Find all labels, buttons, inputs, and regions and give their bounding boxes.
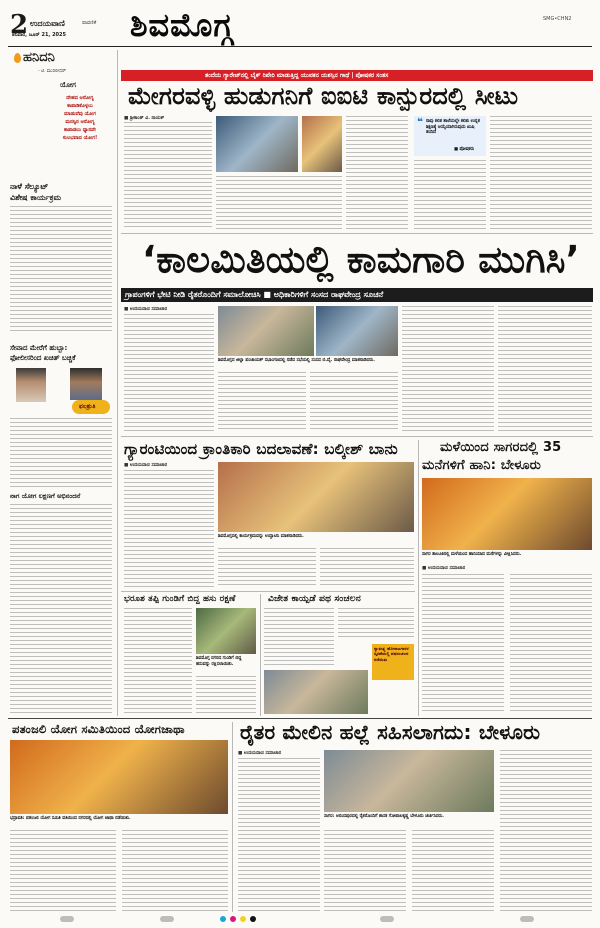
it-seat-quote-box	[414, 116, 486, 156]
patanjali-body	[10, 830, 116, 912]
guarantee-headline: ಗ್ಯಾರಂಟಿಯಿಂದ ಕ್ರಾಂತಿಕಾರಿ ಬದಲಾವಣೆ: ಬಲ್ಕೀಶ್ ಬಾನು	[124, 440, 398, 458]
cow-rescue-photo	[196, 608, 256, 654]
poem-line: ಕಾಪಾಡಲು ಧ್ಯಾನವೇ	[63, 127, 97, 133]
honey-drop-icon	[14, 53, 21, 63]
kaalamiti-body	[402, 306, 494, 432]
poem-line: ಮಾಡುವೆವು ಯೋಗ	[64, 111, 96, 117]
raitha-body	[500, 750, 592, 912]
it-seat-quote-source: ■ ಪೋಷಕರು	[454, 147, 475, 152]
honey-brand: ಹನಿದನಿ	[23, 50, 55, 65]
quote-mark-icon: ❝	[417, 117, 423, 128]
malemane-byline: ■ ಉದಯವಾಣಿ ಸಮಾಚಾರ	[422, 566, 466, 571]
honey-section: ಯೋಗ	[60, 81, 76, 89]
result-badge-text: ಫಲಶ್ರುತಿ	[79, 403, 96, 410]
family-photo	[302, 116, 342, 172]
celebrate-title: ನಾಳೆ ಸೆಲ್ಯೂಟ್	[10, 182, 49, 191]
city-title: ಶಿವಮೊಗ್ಗ	[130, 6, 234, 44]
meeting-photo	[316, 306, 398, 356]
page-number: 2	[10, 10, 29, 40]
kaalamiti-body	[218, 372, 306, 432]
guarantee-body	[218, 548, 316, 588]
it-seat-body	[124, 122, 212, 230]
sevadal-title: ಸೇವಾದ ಮೇರೆಗೆ ಹುಬ್ಬಾ:	[10, 344, 68, 352]
house-damage-photo	[422, 478, 592, 550]
yoga-congrats-title: ನಾಗ ಯೋಗ ಲಕ್ಷಣಗೆ ಅಭಿನಂದನೆ	[10, 492, 81, 500]
yoga-rally-photo	[10, 740, 228, 814]
phasu-body	[196, 676, 256, 714]
raitha-byline: ■ ಉದಯವಾಣಿ ಸಮಾಚಾರ	[238, 751, 282, 756]
patanjali-headline: ಪತಂಜಲಿ ಯೋಗ ಸಮಿತಿಯಿಂದ ಯೋಗಜಾಥಾ	[12, 722, 185, 736]
honey-box	[10, 48, 112, 176]
kaalamiti-headline: ‘ಕಾಲಮಿತಿಯಲ್ಲಿ ಕಾಮಗಾರಿ ಮುಗಿಸಿ’	[142, 238, 580, 281]
raitha-headline: ರೈತರ ಮೇಲಿನ ಹಲ್ಲೆ ಸಹಿಸಲಾಗದು: ಬೇಳೂರು	[240, 720, 541, 744]
kaalamiti-byline: ■ ಉದಯವಾಣಿ ಸಮಾಚಾರ	[124, 307, 168, 312]
magenta-dot-icon	[230, 916, 236, 922]
patanjali-body	[122, 830, 228, 912]
it-seat-kicker: ತಂದೆಯ ಗ್ಯಾರೇಜ್‌ನಲ್ಲಿ ಬೈಕ್ ರಿಪೇರಿ ಮಾಡುತ್ತಿದ್ದ ಯುವಕನ ಯಶಸ್ಸಿನ ಗಾಥೆ | ಪೋಷಕರ ಸಂತಸ	[205, 72, 389, 79]
malemane-caption: ಸಾಗರ ತಾಲೂಕಿನಲ್ಲಿ ಮಳೆಯಿಂದ ಹಾನಿಯಾದ ಮನೆಗಳನ್ನು ವೀಕ್ಷಿಸಿದರು.	[422, 552, 522, 557]
poem-line: ದೇಹದ ಆರೋಗ್ಯ	[66, 95, 94, 101]
result-badge	[72, 400, 110, 414]
raitha-body	[324, 830, 406, 912]
it-seat-kicker-bar	[121, 70, 593, 81]
raitha-body	[412, 830, 494, 912]
yoga-congrats-story	[10, 492, 114, 716]
vijetha-headline: ವಿಜೇತ ಕಾಯ್ಪಡೆ ಪಥ ಸಂಚಲನ	[268, 594, 361, 604]
meeting-photo	[218, 306, 314, 356]
celebrate-story	[10, 182, 114, 342]
malemane-body	[422, 574, 504, 714]
patanjali-caption: ಭದ್ರಾವತಿ: ಪತಂಜಲಿ ಯೋಗ ಸಮಿತಿ ವತಿಯಿಂದ ನಗರದಲ್ಲಿ ಯೋಗ ಜಾಥಾ ನಡೆಯಿತು.	[10, 816, 131, 821]
phasu-caption: ಶಿವಮೊಗ್ಗ ನಗರದ ಗುಂಡಿಗೆ ಬಿದ್ದ ಹಸುವನ್ನು ರಕ್ಷಿಸಲಾಯಿತು.	[196, 656, 242, 667]
poem-line: ಸುಲಭವಾದ ಯೋಗ!	[62, 135, 98, 141]
phasu-headline: ಭರೂಶ ತಪ್ಪಿ ಗುಂಡಿಗೆ ಬಿದ್ದ ಹಸು ರಕ್ಷಣೆ	[124, 594, 236, 604]
march-photo	[264, 670, 368, 714]
registration-mark-icon	[60, 916, 74, 922]
poem-line: ಮನಸ್ಸಿನ ಆರೋಗ್ಯ	[65, 119, 95, 125]
kaalamiti-subhead: ಗ್ರಾಪಂಗಳಿಗೆ ಭೇಟಿ ನೀಡಿ ರೈತರೊಂದಿಗೆ ಸಮಾಲೋಚಿಸಿ ■ ಅಧಿಕಾರಿಗಳಿಗೆ ಸಂಸದ ರಾಘವೇಂದ್ರ ಸೂಚನೆ	[125, 290, 384, 299]
it-seat-headline: ಮೇಗರವಳ್ಳಿ ಹುಡುಗನಿಗೆ ಐಐಟಿ ಕಾನ್ಪುರದಲ್ಲಿ ಸೀಟು	[128, 82, 519, 110]
it-seat-body	[490, 116, 592, 230]
edition-tag: ಪಾವಣಿಕೆ	[82, 20, 97, 26]
vijetha-box	[372, 644, 414, 680]
poem-line: ಕಾಪಾಡಿಕೊಳ್ಳಲು	[67, 103, 93, 109]
honey-author: - ಟಿ. ಮುರಲೀಧರ್	[38, 69, 66, 74]
cyan-dot-icon	[220, 916, 226, 922]
paper-name: ಉದಯವಾಣಿ	[30, 19, 65, 28]
black-dot-icon	[250, 916, 256, 922]
guarantee-photo	[218, 462, 414, 532]
vijetha-body	[264, 608, 334, 666]
print-code: SMG•CHN2	[543, 16, 572, 22]
guarantee-caption: ಶಿವಮೊಗ್ಗದಲ್ಲಿ ಕಾರ್ಯಕ್ರಮವನ್ನು ಉದ್ಘಾಟಿಸಿ ಮಾತನಾಡಿದರು.	[218, 534, 304, 539]
celebrate-body	[10, 206, 112, 334]
portrait-photo	[16, 368, 46, 402]
celebrate-subtitle: ವಿಶೇಷ ಕಾರ್ಯಕ್ರಮ	[10, 193, 62, 202]
honey-logo	[14, 50, 114, 68]
yellow-dot-icon	[240, 916, 246, 922]
guarantee-body	[124, 470, 214, 588]
honey-poem	[48, 94, 112, 142]
sevadal-story	[10, 344, 114, 490]
kaalamiti-caption: ಶಿವಮೊಗ್ಗದ ಜಿಲ್ಲಾ ಪಂಚಾಯತ್ ಸಭಾಂಗಣದಲ್ಲಿ ನಡೆದ ಸಭೆಯಲ್ಲಿ ಸಂಸದ ಬಿ.ವೈ. ರಾಘವೇಂದ್ರ ಮಾತನಾಡಿದರು.	[218, 358, 375, 363]
sevadal-body	[10, 418, 112, 488]
sevadal-subtitle: ಫೋಲೀಸರಿಂದ ಖಚಿತ್ ಬಚ್ಚಿಕೆ	[10, 354, 76, 362]
guarantee-body	[320, 548, 414, 588]
guarantee-byline: ■ ಉದಯವಾಣಿ ಸಮಾಚಾರ	[124, 463, 168, 468]
student-photo	[216, 116, 298, 172]
kaalamiti-body	[498, 306, 592, 432]
raitha-photo	[324, 750, 494, 812]
malemane-headline-line1: ಮಳೆಯಿಂದ ಸಾಗರದಲ್ಲಿ 35	[440, 440, 562, 455]
registration-marks	[0, 914, 600, 926]
registration-mark-icon	[380, 916, 394, 922]
registration-mark-icon	[520, 916, 534, 922]
issue-date: ಶನಿವಾರ, ಜೂನ್ 21, 2025	[12, 32, 66, 38]
vijetha-body	[338, 608, 414, 640]
malemane-body	[510, 574, 592, 714]
kaalamiti-subhead-bar	[121, 288, 593, 302]
raitha-caption: ಸಾಗರ: ಆನಂದಪುರದಲ್ಲಿ ರೈತರೊಂದಿಗೆ ಶಾಸಕ ಗೋಪಾಲಕೃಷ್ಣ ಬೇಳೂರು ಚರ್ಚಿಸಿದರು.	[324, 814, 444, 819]
registration-mark-icon	[160, 916, 174, 922]
vijetha-box-text: ಸ್ವಾತಂತ್ರ್ಯ ಹೋರಾಟಗಾರರ ಸ್ಮರಣೆಯಲ್ಲಿ ಪಥಸಂಚಲನ ನಡೆಯಿತು	[374, 646, 409, 662]
it-seat-body	[216, 176, 342, 230]
it-seat-byline: ■ ಶ್ರೀಕಾಂತ್ ವಿ. ನಾಯಕ್	[124, 116, 165, 121]
portrait-photo	[70, 368, 102, 400]
it-seat-body	[346, 116, 408, 230]
phasu-body	[124, 608, 192, 714]
raitha-body	[238, 758, 320, 912]
kaalamiti-body	[310, 372, 398, 432]
it-seat-body	[414, 160, 486, 230]
yoga-congrats-body	[10, 504, 112, 714]
it-seat-quote: ನಾವು ಕಲಿತ ಶಾಲೆಯಲ್ಲೇ ಕಲಿತು ಉನ್ನತ ಶಿಕ್ಷಣಕ್ಕೆ ಆಯ್ಕೆಯಾಗಿರುವುದು ಖುಷಿ ತಂದಿದೆ	[426, 119, 480, 136]
kaalamiti-body	[124, 314, 214, 432]
malemane-headline-line2: ಮನೆಗಳಿಗೆ ಹಾನಿ: ಬೇಳೂರು	[422, 458, 541, 473]
